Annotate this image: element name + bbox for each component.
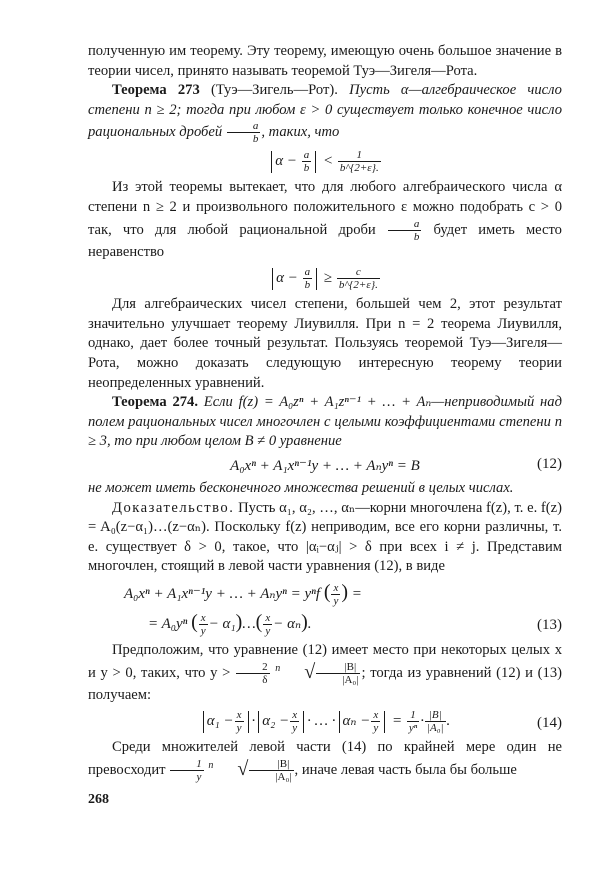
equation-13-line2: = A₀yⁿ ( $\frac{x}{y}$ − α₁)…( $\frac{x}{y}$ − αₙ). (13) bbox=[148, 610, 562, 637]
theorem-274-text: Если f(z) = A₀zⁿ + A₁zⁿ⁻¹ + … + Aₙ—неприводимый над полем рациональных чисел многочлен с целыми коэффициентами степени n ≥ 3, то при любом целом B ≠ 0 уравнение bbox=[88, 394, 562, 450]
theorem-274 bbox=[88, 393, 562, 452]
theorem-273-names: (Туэ—Зигель—Рот). bbox=[210, 82, 338, 99]
theorem-274-label: Теорема 274. bbox=[112, 394, 198, 411]
formula-roth-inequality: α − $\frac{a}{b}$ < $\frac{1}{b\^{}\{2+\varepsilon\}.}$ bbox=[88, 149, 562, 174]
page-body bbox=[88, 42, 562, 783]
paragraph-liouville: Для алгебраических чисел степени, большей чем 2, этот результат значительно улучшает теорему Лиувилля. При n = 2 теорема Лиувилля, однако, дает более точный результат. Пользуясь теоремой Туэ—Зигеля—Рота, можно доказать следующую интересную теорему теории неопределенных уравнений. bbox=[88, 296, 562, 391]
theorem-273-text-end: , таких, что bbox=[261, 124, 340, 141]
theorem-273-text: Пусть α—алгебраическое число степени n ≥ 2; тогда при любом ε > 0 существует только конечное число рациональных дробей bbox=[88, 82, 562, 141]
formula-c-inequality: α − $\frac{a}{b}$ ≥ $\frac{c}{b\^{}\{2+\varepsilon\}.}$ bbox=[88, 266, 562, 291]
fraction-a-b: $\frac{a}{b}$ bbox=[227, 120, 261, 145]
page-number: 268 bbox=[88, 792, 109, 807]
equation-13-line1: A₀xⁿ + A₁xⁿ⁻¹y + … + Aₙyⁿ = yⁿf ( $\frac{x}{y}$ ) = bbox=[124, 580, 362, 607]
paragraph-assumption: Предположим, что уравнение (12) имеет место при некоторых целых x и y > 0, таких, что y > $\frac{2}{\delta}$ $^n$ √ $\frac{|B|}{\text{|A₀|}}$ ; тогда из уравнений (12) и (13) получаем: bbox=[88, 642, 563, 703]
equation-12: A₀xⁿ + A₁xⁿ⁻¹y + … + Aₙyⁿ = B (12) bbox=[230, 455, 562, 474]
equation-14: α₁ − $\frac{x}{y}$ · α₂ − $\frac{x}{y}$ · … · αₙ − $\frac{x}{y}$ = $\frac{1}{\text{yⁿ}}$ · $\frac{|B|}{\text{|A₀|}}$ . (14) bbox=[88, 709, 562, 734]
paragraph-intro: полученную им теорему. Эту теорему, имеющую очень большое значение в теории чисел, принято называть теоремой Туэ—Зигеля—Рота. bbox=[88, 43, 562, 79]
paragraph-consequence: Из этой теоремы вытекает, что для любого алгебраического числа α степени n ≥ 2 и произвольного положительного ε можно подобрать c > 0 так, что для любой рациональной дроби $\frac{a}{b}$ будет иметь место неравенство bbox=[88, 179, 562, 260]
theorem-273-label: Теорема 273 bbox=[112, 82, 200, 99]
paragraph-factors: Среди множителей левой части (14) по крайней мере один не превосходит $\frac{1}{y}$ $^n$ √ $\frac{|B|}{\text{|A₀|}}$ , иначе левая часть была бы больше bbox=[88, 739, 562, 783]
theorem-274-conclusion: не может иметь бесконечного множества решений в целых числах. bbox=[88, 479, 514, 496]
proof-paragraph: Доказательство. Пусть α₁, α₂, …, αₙ—корни многочлена f(z), т. е. f(z) = A₀(z−α₁)…(z−αₙ). Поскольку f(z) неприводим, все его корни различны, т. е. существует δ > 0, такое, что |αᵢ−αⱼ| > δ при всех i ≠ j. Представим многочлен, стоящий в левой части уравнения (12), в виде bbox=[88, 499, 562, 575]
proof-label: Доказательство. bbox=[112, 499, 235, 516]
theorem-273 bbox=[88, 81, 562, 145]
